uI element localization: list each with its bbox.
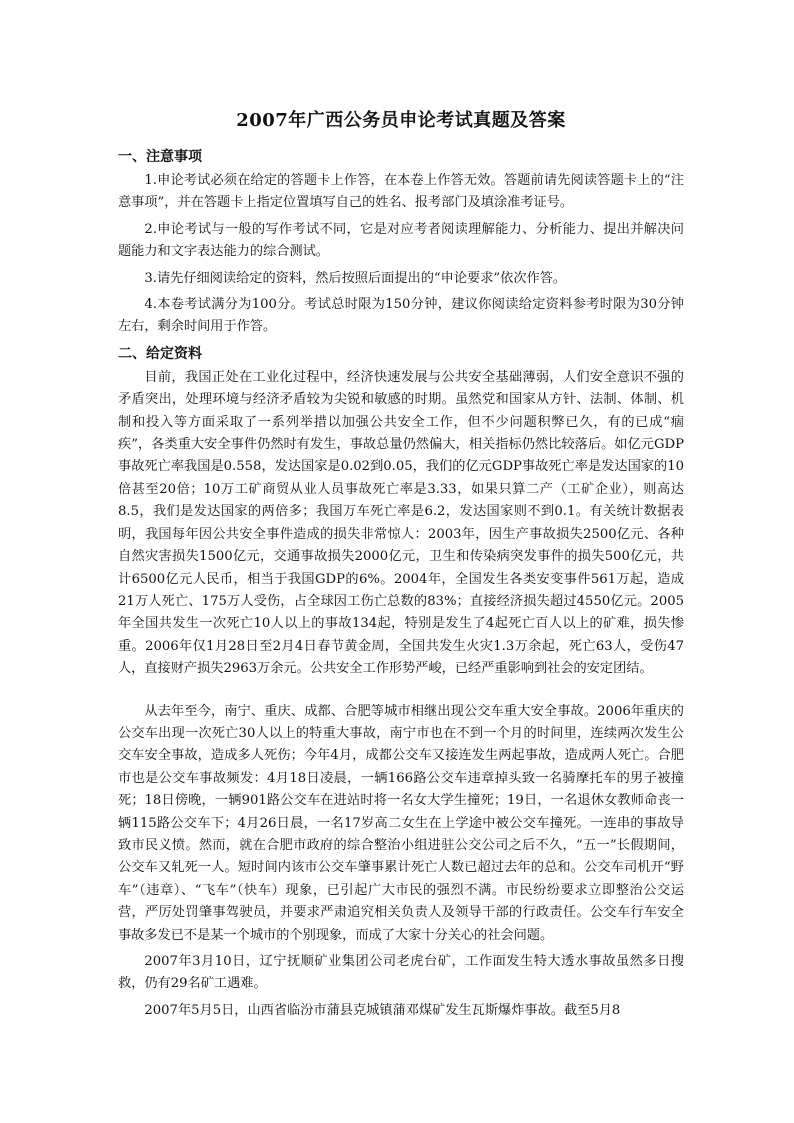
notes-item-2: 2.申论考试与一般的写作考试不同，它是对应考者阅读理解能力、分析能力、提出并解决问题能力和文字表达能力的综合测试。 <box>118 221 684 260</box>
material-paragraph-2: 从去年至今，南宁、重庆、成都、合肥等城市相继出现公交车重大安全事故。2006年重庆的公交车出现一次死亡30人以上的特重大事故，南宁市也在不到一个月的时间里，连续两次发生公交车安全事故，造成多人死伤；今年4月，成都公交车又接连发生两起事故，造成两人死亡。合肥市也是公交车事故频发：4月18日凌晨，一辆166路公交车违章掉头致一名骑摩托车的男子被撞死；18日傍晚，一辆901路公交车在进站时将一名女大学生撞死；19日，一名退休女教师命丧一辆115路公交车下；4月26日晨，一名17岁高二女生在上学途中被公交车撞死。一连串的事故导致市民义愤。然而，就在合肥市政府的综合整治小组进驻公交公司之后不久，“五一”长假期间，公交车又轧死一人。短时间内该市公交车肇事累计死亡人数已超过去年的总和。公交车司机开“野车”（违章）、“飞车”（快车）现象，已引起广大市民的强烈不满。市民纷纷要求立即整治公交运营，严厉处罚肇事驾驶员，并要求严肃追究相关负责人及领导干部的行政责任。公交车行车安全事故多发已不是某一个城市的个别现象，而成了大家十分关心的社会问题。 <box>118 703 684 943</box>
section-heading-notes: 一、注意事项 <box>118 149 202 165</box>
section-heading-materials: 二、给定资料 <box>118 345 202 362</box>
paragraph-gap <box>118 685 684 701</box>
document-page <box>118 108 684 1024</box>
notes-item-1: 1.申论考试必须在给定的答题卡上作答，在本卷上作答无效。答题前请先阅读答题卡上的“注意事项”，并在答题卡上指定位置填写自己的姓名、报考部门及填涂准考证号。 <box>118 173 684 211</box>
material-paragraph-1: 目前，我国正处在工业化过程中，经济快速发展与公共安全基础薄弱，人们安全意识不强的矛盾突出，处理环境与经济矛盾较为尖锐和敏感的时期。虽然党和国家从方针、法制、体制、机制和投入等方面采取了一系列举措以加强公共安全工作，但不少问题积弊已久，有的已成“痼疾”，各类重大安全事件仍然时有发生，事故总量仍然偏大，相关指标仍然比较落后。如亿元GDP事故死亡率我国是0.558，发达国家是0.02到0.05，我们的亿元GDP事故死亡率是发达国家的10倍甚至20倍；10万工矿商贸从业人员事故死亡率是3.33，如果只算二产（工矿企业），则高达8.5，我们是发达国家的两倍多；我国万车死亡率是6.2，发达国家则不到0.1。有关统计数据表明，我国每年因公共安全事件造成的损失非常惊人：2003年，因生产事故损失2500亿元、各种自然灾害损失1500亿元，交通事故损失2000亿元，卫生和传染病突发事件的损失500亿元，共计6500亿元人民币，相当于我国GDP的6%。2004年，全国发生各类安变事件561万起，造成21万人死亡、175万人受伤，占全球因工伤亡总数的83%；直接经济损失超过4550亿元。2005年全国共发生一次死亡10人以上的事故134起，特别是发生了4起死亡百人以上的矿难，损失惨重。2006年仅1月28日至2月4日春节黄金周，全国共发生火灾1.3万余起，死亡63人，受伤47人，直接财产损失2963万余元。公共安全工作形势严峻，已经严重影响到社会的安定团结。 <box>118 369 684 677</box>
material-paragraph-4: 2007年5月5日，山西省临汾市蒲县克城镇蒲邓煤矿发生瓦斯爆炸事故。截至5月8 <box>144 1002 621 1018</box>
notes-item-3: 3.请先仔细阅读给定的资料，然后按照后面提出的“申论要求”依次作答。 <box>144 270 567 286</box>
document-title: 2007年广西公务员申论考试真题及答案 <box>236 110 566 131</box>
material-paragraph-3: 2007年3月10日，辽宁抚顺矿业集团公司老虎台矿，工作面发生特大透水事故虽然多日搜救，仍有29名矿工遇难。 <box>118 954 684 992</box>
notes-item-4: 4.本卷考试满分为100分。考试总时限为150分钟，建议你阅读给定资料参考时限为30分钟左右，剩余时间用于作答。 <box>118 297 684 335</box>
